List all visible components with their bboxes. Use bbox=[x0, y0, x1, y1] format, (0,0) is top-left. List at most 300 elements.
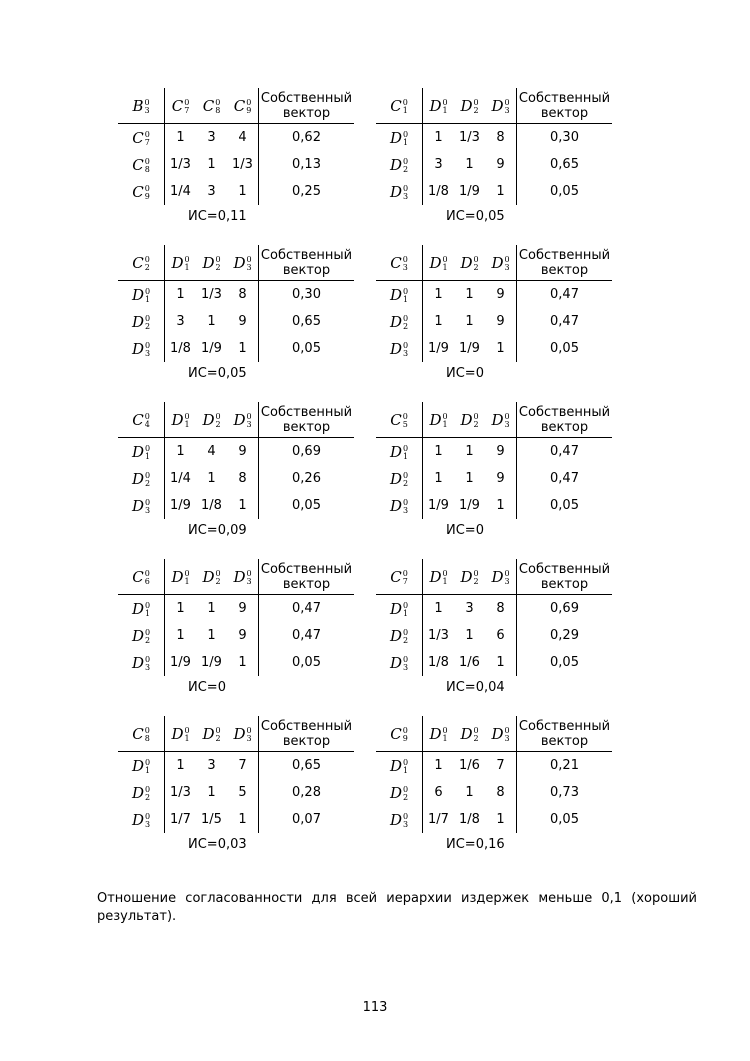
row-symbol-letter: D bbox=[389, 783, 402, 802]
alternative-symbol-letter: D bbox=[202, 567, 215, 586]
row-symbol bbox=[132, 784, 150, 802]
alternative-symbol-superscript: 0 bbox=[473, 254, 479, 264]
matrix-cell: 1/9 bbox=[428, 341, 449, 356]
row-header bbox=[118, 151, 165, 178]
column-header bbox=[227, 402, 259, 438]
alternative-symbol bbox=[234, 97, 252, 115]
eigenvector-header-line1: Собственный bbox=[260, 90, 353, 106]
alternative-symbol-subscript: 3 bbox=[504, 576, 510, 586]
eigenvector-header-line1: Собственный bbox=[260, 247, 353, 263]
column-header bbox=[454, 402, 485, 438]
column-header bbox=[227, 245, 259, 281]
criterion-symbol-letter: C bbox=[132, 410, 144, 429]
criterion-symbol-subscript: 8 bbox=[144, 733, 150, 743]
matrix-cell: 1/9 bbox=[170, 498, 191, 513]
row-symbol bbox=[390, 757, 408, 775]
column-header bbox=[454, 559, 485, 595]
eigenvector-header bbox=[259, 245, 355, 281]
row-symbol-letter: D bbox=[131, 626, 144, 645]
row-symbol-subscript: 2 bbox=[402, 792, 409, 802]
corner-cell bbox=[118, 559, 165, 595]
alternative-symbol bbox=[203, 97, 221, 115]
table-row bbox=[376, 649, 612, 676]
row-symbol bbox=[390, 129, 408, 147]
header-row bbox=[376, 245, 612, 281]
alternative-symbol-letter: D bbox=[491, 410, 504, 429]
alternative-symbol bbox=[171, 254, 189, 272]
column-header bbox=[196, 88, 227, 124]
row-symbol bbox=[390, 811, 408, 829]
alternative-symbol bbox=[491, 97, 509, 115]
consistency-index: ИС=0,05 bbox=[188, 366, 247, 381]
pairwise-matrix-table bbox=[118, 559, 354, 676]
alternative-symbol-superscript: 0 bbox=[473, 725, 479, 735]
alternative-symbol-letter: C bbox=[171, 96, 184, 115]
criterion-symbol-subscript: 9 bbox=[402, 733, 408, 743]
matrix-cell: 1 bbox=[496, 184, 505, 199]
alternative-symbol bbox=[491, 411, 509, 429]
table-row bbox=[118, 595, 354, 623]
matrix-cell: 9 bbox=[496, 287, 505, 302]
matrix-block bbox=[376, 559, 651, 695]
row-symbol-subscript: 1 bbox=[402, 608, 409, 618]
column-header bbox=[227, 716, 259, 752]
matrix-cell: 1/9 bbox=[428, 498, 449, 513]
criterion-symbol-subscript: 2 bbox=[144, 262, 150, 272]
row-symbol bbox=[132, 129, 150, 147]
corner-cell bbox=[376, 716, 423, 752]
alternative-symbol-letter: D bbox=[491, 567, 504, 586]
pairwise-matrix-table bbox=[376, 88, 612, 205]
eigenvector-value: 0,69 bbox=[259, 438, 355, 466]
row-symbol bbox=[390, 443, 408, 461]
alternative-symbol bbox=[202, 411, 220, 429]
alternative-symbol-superscript: 0 bbox=[184, 254, 190, 264]
alternative-symbol bbox=[233, 568, 251, 586]
eigenvector-value: 0,05 bbox=[259, 492, 355, 519]
row-symbol-subscript: 1 bbox=[144, 765, 151, 775]
alternative-symbol-superscript: 0 bbox=[442, 97, 448, 107]
matrix-cell: 1 bbox=[496, 655, 505, 670]
alternative-symbol-subscript: 2 bbox=[215, 262, 221, 272]
matrix-cell: 8 bbox=[496, 130, 505, 145]
row-symbol bbox=[132, 340, 150, 358]
corner-cell bbox=[376, 402, 423, 438]
row-symbol-subscript: 3 bbox=[402, 505, 409, 515]
alternative-symbol-subscript: 1 bbox=[442, 262, 448, 272]
row-symbol-letter: D bbox=[389, 810, 402, 829]
table-row bbox=[118, 752, 354, 780]
eigenvector-value: 0,47 bbox=[517, 465, 613, 492]
row-symbol-subscript: 1 bbox=[402, 451, 409, 461]
corner-cell bbox=[118, 402, 165, 438]
alternative-symbol-subscript: 3 bbox=[504, 262, 510, 272]
criterion-symbol-letter: C bbox=[390, 724, 402, 743]
row-symbol-superscript: 0 bbox=[402, 757, 409, 767]
matrix-cell: 1 bbox=[496, 498, 505, 513]
row-symbol-subscript: 8 bbox=[144, 164, 150, 174]
row-symbol-superscript: 0 bbox=[144, 129, 150, 139]
row-symbol-letter: D bbox=[389, 469, 402, 488]
matrix-cell: 1/8 bbox=[201, 498, 222, 513]
eigenvector-header bbox=[259, 402, 355, 438]
row-symbol-letter: C bbox=[132, 182, 144, 201]
alternative-symbol-letter: D bbox=[233, 567, 246, 586]
row-symbol-subscript: 2 bbox=[402, 164, 409, 174]
criterion-symbol-superscript: 0 bbox=[402, 97, 408, 107]
corner-cell bbox=[118, 716, 165, 752]
row-symbol-subscript: 3 bbox=[402, 819, 409, 829]
row-symbol-letter: D bbox=[389, 285, 402, 304]
table-row bbox=[118, 151, 354, 178]
matrix-cell: 1/9 bbox=[201, 341, 222, 356]
matrix-cell: 9 bbox=[238, 444, 247, 459]
alternative-symbol-letter: D bbox=[460, 567, 473, 586]
alternative-symbol-letter: D bbox=[202, 410, 215, 429]
row-header bbox=[376, 178, 423, 205]
table-row bbox=[376, 178, 612, 205]
consistency-index: ИС=0 bbox=[188, 680, 226, 695]
alternative-symbol-subscript: 1 bbox=[442, 576, 448, 586]
column-header bbox=[423, 245, 455, 281]
criterion-symbol-superscript: 0 bbox=[144, 725, 150, 735]
alternative-symbol bbox=[460, 411, 478, 429]
alternative-symbol bbox=[491, 254, 509, 272]
alternative-symbol-letter: D bbox=[491, 96, 504, 115]
eigenvector-value: 0,13 bbox=[259, 151, 355, 178]
matrix-block bbox=[376, 716, 651, 852]
header-row bbox=[118, 402, 354, 438]
row-symbol-superscript: 0 bbox=[402, 156, 409, 166]
row-symbol-subscript: 1 bbox=[402, 765, 409, 775]
matrix-cell: 7 bbox=[496, 758, 505, 773]
alternative-symbol-letter: D bbox=[233, 253, 246, 272]
corner-cell bbox=[376, 245, 423, 281]
alternative-symbol bbox=[491, 568, 509, 586]
row-symbol-subscript: 2 bbox=[144, 321, 151, 331]
alternative-symbol-subscript: 2 bbox=[473, 262, 479, 272]
criterion-symbol-superscript: 0 bbox=[144, 411, 150, 421]
column-header bbox=[423, 716, 455, 752]
alternative-symbol-superscript: 0 bbox=[504, 254, 510, 264]
matrix-cell: 1 bbox=[238, 341, 247, 356]
header-row bbox=[376, 559, 612, 595]
row-symbol bbox=[390, 600, 408, 618]
row-symbol-superscript: 0 bbox=[402, 654, 409, 664]
row-symbol-superscript: 0 bbox=[144, 286, 151, 296]
alternative-symbol-letter: D bbox=[491, 724, 504, 743]
table-row bbox=[118, 438, 354, 466]
alternative-symbol bbox=[233, 254, 251, 272]
row-symbol-superscript: 0 bbox=[144, 497, 151, 507]
row-symbol bbox=[132, 156, 150, 174]
criterion-symbol-subscript: 3 bbox=[144, 105, 150, 115]
alternative-symbol-subscript: 3 bbox=[504, 733, 510, 743]
alternative-symbol-letter: D bbox=[202, 724, 215, 743]
row-symbol bbox=[132, 497, 150, 515]
table-row bbox=[118, 622, 354, 649]
alternative-symbol-letter: D bbox=[429, 96, 442, 115]
matrix-cell: 1 bbox=[176, 130, 185, 145]
eigenvector-value: 0,65 bbox=[259, 752, 355, 780]
alternative-symbol-letter: D bbox=[429, 410, 442, 429]
row-header bbox=[376, 622, 423, 649]
row-symbol-superscript: 0 bbox=[144, 654, 151, 664]
row-header bbox=[118, 492, 165, 519]
row-symbol-superscript: 0 bbox=[402, 340, 409, 350]
eigenvector-value: 0,07 bbox=[259, 806, 355, 833]
corner-cell bbox=[118, 245, 165, 281]
matrix-cell: 1/3 bbox=[170, 785, 191, 800]
eigenvector-header bbox=[259, 559, 355, 595]
row-symbol-subscript: 7 bbox=[144, 137, 150, 147]
column-header bbox=[196, 716, 227, 752]
column-header bbox=[454, 88, 485, 124]
pairwise-matrix-table bbox=[118, 88, 354, 205]
table-row bbox=[376, 124, 612, 152]
alternative-symbol-subscript: 7 bbox=[184, 105, 190, 115]
row-symbol-letter: D bbox=[389, 312, 402, 331]
matrix-cell: 1 bbox=[434, 287, 443, 302]
matrix-cell: 8 bbox=[238, 471, 247, 486]
criterion-symbol bbox=[390, 411, 408, 429]
alternative-symbol-superscript: 0 bbox=[246, 725, 252, 735]
pairwise-matrix-table bbox=[118, 716, 354, 833]
header-row bbox=[118, 88, 354, 124]
alternative-symbol-subscript: 3 bbox=[246, 419, 252, 429]
matrix-block bbox=[118, 245, 393, 381]
eigenvector-header-line1: Собственный bbox=[518, 404, 611, 420]
pairwise-matrix-table bbox=[376, 716, 612, 833]
table-row bbox=[118, 806, 354, 833]
alternative-symbol bbox=[429, 568, 447, 586]
consistency-index: ИС=0 bbox=[446, 366, 484, 381]
row-symbol-subscript: 1 bbox=[402, 294, 409, 304]
eigenvector-header-line1: Собственный bbox=[518, 718, 611, 734]
alternative-symbol bbox=[460, 254, 478, 272]
row-symbol bbox=[390, 183, 408, 201]
row-symbol-superscript: 0 bbox=[402, 129, 409, 139]
row-header bbox=[118, 595, 165, 623]
alternative-symbol-superscript: 0 bbox=[246, 411, 252, 421]
matrix-cell: 8 bbox=[238, 287, 247, 302]
matrix-cell: 1/9 bbox=[459, 184, 480, 199]
row-symbol-superscript: 0 bbox=[144, 470, 151, 480]
eigenvector-value: 0,30 bbox=[517, 124, 613, 152]
criterion-symbol bbox=[132, 254, 150, 272]
criterion-symbol-subscript: 7 bbox=[402, 576, 408, 586]
row-header bbox=[376, 465, 423, 492]
row-symbol-superscript: 0 bbox=[402, 470, 409, 480]
criterion-symbol-letter: C bbox=[390, 253, 402, 272]
pairwise-matrix-table bbox=[118, 402, 354, 519]
page-number: 113 bbox=[362, 1000, 388, 1015]
row-symbol bbox=[390, 627, 408, 645]
row-header bbox=[118, 649, 165, 676]
criterion-symbol bbox=[390, 568, 408, 586]
alternative-symbol-letter: D bbox=[429, 253, 442, 272]
row-header bbox=[118, 779, 165, 806]
row-symbol bbox=[390, 313, 408, 331]
row-symbol bbox=[132, 183, 150, 201]
row-symbol-subscript: 2 bbox=[402, 478, 409, 488]
consistency-index: ИС=0,09 bbox=[188, 523, 247, 538]
table-row bbox=[376, 335, 612, 362]
alternative-symbol-subscript: 3 bbox=[504, 105, 510, 115]
eigenvector-value: 0,05 bbox=[517, 178, 613, 205]
column-header bbox=[423, 559, 455, 595]
alternative-symbol bbox=[460, 725, 478, 743]
consistency-index: ИС=0,03 bbox=[188, 837, 247, 852]
row-header bbox=[118, 281, 165, 309]
eigenvector-header bbox=[259, 88, 355, 124]
matrix-cell: 1 bbox=[207, 785, 216, 800]
row-header bbox=[376, 308, 423, 335]
matrix-cell: 4 bbox=[238, 130, 247, 145]
row-header bbox=[376, 752, 423, 780]
criterion-symbol bbox=[390, 97, 408, 115]
criterion-symbol-subscript: 4 bbox=[144, 419, 150, 429]
row-symbol bbox=[132, 654, 150, 672]
table-row bbox=[376, 806, 612, 833]
row-symbol-subscript: 3 bbox=[402, 348, 409, 358]
row-symbol-letter: D bbox=[131, 783, 144, 802]
eigenvector-value: 0,05 bbox=[259, 335, 355, 362]
row-symbol bbox=[132, 757, 150, 775]
matrix-block bbox=[376, 402, 651, 538]
header-row bbox=[118, 245, 354, 281]
eigenvector-value: 0,65 bbox=[259, 308, 355, 335]
alternative-symbol-superscript: 0 bbox=[215, 97, 221, 107]
row-symbol-subscript: 3 bbox=[402, 662, 409, 672]
row-symbol bbox=[132, 600, 150, 618]
matrix-cell: 1 bbox=[176, 444, 185, 459]
row-symbol-subscript: 3 bbox=[144, 662, 151, 672]
column-header bbox=[165, 88, 197, 124]
eigenvector-value: 0,29 bbox=[517, 622, 613, 649]
criterion-symbol-superscript: 0 bbox=[402, 411, 408, 421]
matrix-cell: 1/8 bbox=[428, 655, 449, 670]
eigenvector-header-line2: вектор bbox=[540, 576, 589, 592]
eigenvector-value: 0,05 bbox=[517, 335, 613, 362]
matrix-cell: 1 bbox=[207, 628, 216, 643]
alternative-symbol-subscript: 2 bbox=[473, 576, 479, 586]
alternative-symbol-superscript: 0 bbox=[473, 568, 479, 578]
alternative-symbol-subscript: 2 bbox=[473, 733, 479, 743]
alternative-symbol-letter: D bbox=[429, 567, 442, 586]
alternative-symbol-letter: D bbox=[171, 724, 184, 743]
criterion-symbol-letter: C bbox=[390, 410, 402, 429]
matrix-cell: 1/9 bbox=[170, 655, 191, 670]
header-row bbox=[376, 88, 612, 124]
table-row bbox=[118, 308, 354, 335]
alternative-symbol-superscript: 0 bbox=[504, 97, 510, 107]
eigenvector-value: 0,28 bbox=[259, 779, 355, 806]
eigenvector-value: 0,69 bbox=[517, 595, 613, 623]
matrix-cell: 1 bbox=[465, 628, 474, 643]
eigenvector-header bbox=[517, 245, 613, 281]
criterion-symbol-subscript: 5 bbox=[402, 419, 408, 429]
alternative-symbol-superscript: 0 bbox=[184, 568, 190, 578]
eigenvector-value: 0,05 bbox=[517, 492, 613, 519]
row-symbol-letter: D bbox=[389, 599, 402, 618]
alternative-symbol bbox=[460, 97, 478, 115]
row-symbol-subscript: 3 bbox=[144, 505, 151, 515]
row-header bbox=[376, 806, 423, 833]
row-symbol bbox=[390, 654, 408, 672]
row-symbol-superscript: 0 bbox=[402, 627, 409, 637]
alternative-symbol-letter: C bbox=[202, 96, 215, 115]
criterion-symbol bbox=[132, 97, 149, 115]
criterion-symbol-subscript: 3 bbox=[402, 262, 408, 272]
alternative-symbol bbox=[202, 254, 220, 272]
row-header bbox=[118, 178, 165, 205]
alternative-symbol bbox=[171, 568, 189, 586]
row-symbol-letter: D bbox=[389, 653, 402, 672]
alternative-symbol-subscript: 1 bbox=[184, 419, 190, 429]
row-symbol-superscript: 0 bbox=[144, 600, 151, 610]
column-header bbox=[485, 559, 517, 595]
alternative-symbol bbox=[460, 568, 478, 586]
alternative-symbol-superscript: 0 bbox=[215, 411, 221, 421]
matrix-cell: 1 bbox=[496, 341, 505, 356]
consistency-index: ИС=0 bbox=[446, 523, 484, 538]
row-symbol-letter: D bbox=[131, 285, 144, 304]
alternative-symbol-subscript: 2 bbox=[473, 105, 479, 115]
row-header bbox=[118, 752, 165, 780]
eigenvector-value: 0,21 bbox=[517, 752, 613, 780]
table-row bbox=[376, 308, 612, 335]
row-symbol bbox=[390, 156, 408, 174]
matrix-cell: 1/7 bbox=[170, 812, 191, 827]
table-row bbox=[376, 151, 612, 178]
alternative-symbol-superscript: 0 bbox=[504, 411, 510, 421]
row-symbol-letter: D bbox=[131, 653, 144, 672]
alternative-symbol bbox=[172, 97, 190, 115]
row-header bbox=[376, 281, 423, 309]
row-symbol bbox=[132, 313, 150, 331]
matrix-cell: 4 bbox=[207, 444, 216, 459]
table-row bbox=[118, 649, 354, 676]
row-symbol-superscript: 0 bbox=[402, 443, 409, 453]
row-symbol-letter: D bbox=[131, 810, 144, 829]
row-symbol bbox=[132, 627, 150, 645]
table-row bbox=[118, 124, 354, 152]
row-symbol-subscript: 2 bbox=[402, 321, 409, 331]
matrix-cell: 6 bbox=[496, 628, 505, 643]
row-symbol-subscript: 3 bbox=[402, 191, 409, 201]
alternative-symbol-superscript: 0 bbox=[246, 568, 252, 578]
column-header bbox=[423, 88, 455, 124]
table-row bbox=[376, 779, 612, 806]
row-header bbox=[118, 438, 165, 466]
eigenvector-header bbox=[259, 716, 355, 752]
alternative-symbol-superscript: 0 bbox=[246, 97, 252, 107]
eigenvector-value: 0,65 bbox=[517, 151, 613, 178]
consistency-index: ИС=0,05 bbox=[446, 209, 505, 224]
row-symbol-subscript: 1 bbox=[144, 294, 151, 304]
row-symbol-subscript: 3 bbox=[144, 819, 151, 829]
pairwise-matrix-table bbox=[376, 559, 612, 676]
table-row bbox=[376, 281, 612, 309]
criterion-symbol bbox=[132, 568, 150, 586]
matrix-block bbox=[376, 88, 651, 224]
matrix-cell: 1 bbox=[465, 444, 474, 459]
column-header bbox=[165, 559, 197, 595]
alternative-symbol-superscript: 0 bbox=[184, 97, 190, 107]
eigenvector-header-line2: вектор bbox=[540, 419, 589, 435]
consistency-index: ИС=0,04 bbox=[446, 680, 505, 695]
